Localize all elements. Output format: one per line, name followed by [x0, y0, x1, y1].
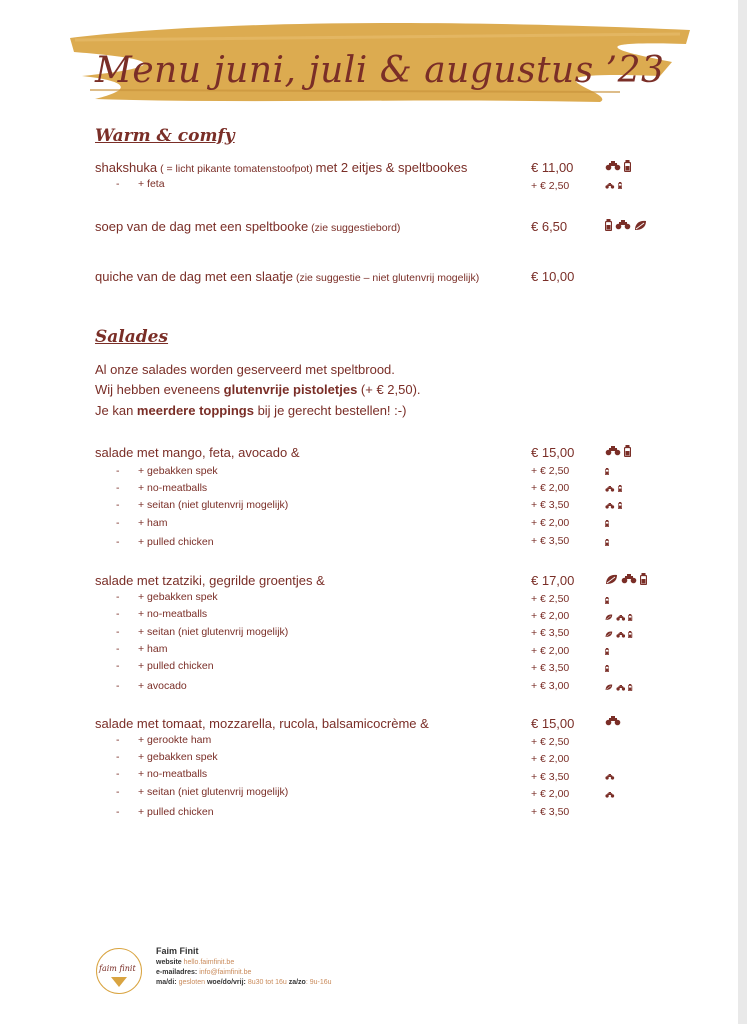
topping-label: + seitan (niet glutenvrij mogelijk) — [138, 786, 289, 798]
topping-dash: - — [116, 680, 120, 692]
jar-icon — [628, 614, 632, 621]
topping-price: + € 3,50 — [531, 806, 570, 818]
brand-name: Faim Finit — [156, 946, 199, 956]
dietary-icons — [605, 502, 622, 509]
topping-label: + pulled chicken — [138, 806, 214, 818]
item-price: € 10,00 — [531, 269, 575, 284]
item-price: € 17,00 — [531, 573, 575, 588]
heart-icon — [110, 976, 128, 988]
topping-price: + € 2,00 — [531, 753, 570, 765]
topping-price: + € 2,00 — [531, 517, 570, 529]
bike-icon — [605, 183, 615, 189]
dietary-icons — [605, 631, 633, 638]
leaf-icon — [634, 220, 647, 231]
jar-icon — [605, 665, 609, 672]
topping-label: + gebakken spek — [138, 751, 218, 763]
topping-dash: - — [116, 465, 120, 477]
topping-dash: - — [116, 786, 120, 798]
topping-label: + gerookte ham — [138, 734, 212, 746]
jar-icon — [618, 182, 622, 189]
bike-icon — [605, 503, 615, 509]
jar-icon — [628, 684, 632, 691]
topping-price: + € 3,50 — [531, 499, 570, 511]
topping-dash: - — [116, 626, 120, 638]
topping-dash: - — [116, 499, 120, 511]
dietary-icons — [605, 648, 609, 655]
dietary-icons — [605, 485, 622, 492]
topping-label: + no-meatballs — [138, 608, 208, 620]
dietary-icons — [605, 684, 633, 691]
topping-dash: - — [116, 517, 120, 529]
topping-price: + € 3,50 — [531, 771, 570, 783]
topping-price: + € 2,00 — [531, 788, 570, 800]
jar-icon — [605, 468, 609, 475]
salad-tomaat: salade met tomaat, mozzarella, rucola, balsamicocrème & — [95, 716, 429, 731]
topping-label: + pulled chicken — [138, 660, 214, 672]
bike-icon — [616, 685, 626, 691]
topping-label: + ham — [138, 517, 168, 529]
topping-price: + € 2,50 — [531, 180, 570, 192]
topping-label: + seitan (niet glutenvrij mogelijk) — [138, 626, 289, 638]
jar-icon — [605, 597, 609, 604]
jar-icon — [624, 160, 631, 172]
section-heading-warm-comfy: Warm & comfy — [95, 126, 235, 146]
jar-icon — [618, 502, 622, 509]
topping-price: + € 3,50 — [531, 627, 570, 639]
bike-icon — [605, 486, 615, 492]
topping-price: + € 2,50 — [531, 593, 570, 605]
jar-icon — [605, 520, 609, 527]
topping-dash: - — [116, 482, 120, 494]
jar-icon — [624, 445, 631, 457]
bike-icon — [605, 161, 621, 171]
item-price: € 11,00 — [531, 160, 574, 175]
topping-dash: - — [116, 806, 120, 818]
item-price: € 6,50 — [531, 219, 568, 234]
topping-price: + € 2,50 — [531, 736, 570, 748]
bike-icon — [605, 446, 621, 456]
footer-hours: ma/di: gesloten woe/do/vrij: 8u30 tot 16u za/zo: 9u-16u — [156, 979, 332, 986]
topping-price: + € 2,00 — [531, 645, 570, 657]
topping-label: + ham — [138, 643, 168, 655]
dietary-icons — [605, 597, 609, 604]
bike-icon — [615, 220, 631, 230]
dietary-icons — [605, 219, 647, 231]
topping-label: + gebakken spek — [138, 465, 218, 477]
leaf-icon — [605, 614, 613, 621]
menu-item-soep: soep van de dag met een speltbooke (zie suggestiebord) — [95, 219, 401, 234]
topping-price: + € 3,00 — [531, 680, 570, 692]
salad-tzatziki: salade met tzatziki, gegrilde groentjes & — [95, 573, 325, 588]
bike-icon — [616, 615, 626, 621]
jar-icon — [628, 631, 632, 638]
dietary-icons — [605, 445, 631, 457]
dietary-icons — [605, 520, 609, 527]
topping-dash: - — [116, 643, 120, 655]
topping-price: + € 3,50 — [531, 535, 570, 547]
topping-label: + feta — [138, 178, 165, 190]
topping-price: + € 2,50 — [531, 465, 570, 477]
dietary-icons — [605, 614, 633, 621]
dietary-icons — [605, 665, 609, 672]
topping-price: + € 2,00 — [531, 482, 570, 494]
bike-icon — [605, 716, 621, 726]
topping-dash: - — [116, 734, 120, 746]
topping-dash: - — [116, 768, 120, 780]
topping-label: + avocado — [138, 680, 187, 692]
leaf-icon — [605, 684, 613, 691]
topping-dash: - — [116, 751, 120, 763]
salads-intro-line: Wij hebben eveneens glutenvrije pistoletjes (+ € 2,50). — [95, 382, 421, 397]
page-edge — [738, 0, 747, 1024]
section-heading-salades: Salades — [95, 327, 169, 347]
jar-icon — [640, 573, 647, 585]
leaf-icon — [605, 631, 613, 638]
dietary-icons — [605, 468, 609, 475]
dietary-icons — [605, 716, 621, 726]
jar-icon — [605, 648, 609, 655]
salads-intro-line: Al onze salades worden geserveerd met speltbrood. — [95, 362, 395, 377]
dietary-icons — [605, 182, 622, 189]
footer-website: website hello.faimfinit.be — [156, 959, 235, 966]
leaf-icon — [605, 574, 618, 585]
bike-icon — [605, 774, 615, 780]
bike-icon — [621, 574, 637, 584]
menu-item-quiche: quiche van de dag met een slaatje (zie suggestie – niet glutenvrij mogelijk) — [95, 269, 480, 284]
topping-label: + no-meatballs — [138, 482, 208, 494]
dietary-icons — [605, 774, 615, 780]
menu-item-shakshuka: shakshuka ( = licht pikante tomatenstoofpot) met 2 eitjes & speltbookes — [95, 160, 468, 175]
item-price: € 15,00 — [531, 716, 575, 731]
jar-icon — [618, 485, 622, 492]
topping-dash: - — [116, 536, 120, 548]
bike-icon — [616, 632, 626, 638]
topping-dash: - — [116, 660, 120, 672]
item-price: € 15,00 — [531, 445, 575, 460]
topping-label: + no-meatballs — [138, 768, 208, 780]
dietary-icons — [605, 573, 647, 585]
dietary-icons — [605, 539, 609, 546]
menu-title: Menu juni, juli & augustus ’23 — [95, 50, 665, 91]
salad-mango: salade met mango, feta, avocado & — [95, 445, 300, 460]
jar-icon — [605, 539, 609, 546]
brand-logo-text: faim finit — [99, 964, 136, 973]
topping-price: + € 3,50 — [531, 662, 570, 674]
topping-price: + € 2,00 — [531, 610, 570, 622]
topping-dash: - — [116, 608, 120, 620]
topping-label: + gebakken spek — [138, 591, 218, 603]
dietary-icons — [605, 792, 615, 798]
topping-label: + pulled chicken — [138, 536, 214, 548]
dietary-icons — [605, 160, 631, 172]
footer-email: e-mailadres: info@faimfinit.be — [156, 969, 252, 976]
jar-icon — [605, 219, 612, 231]
topping-dash: - — [116, 591, 120, 603]
topping-label: + seitan (niet glutenvrij mogelijk) — [138, 499, 289, 511]
topping-dash: - — [116, 178, 120, 190]
bike-icon — [605, 792, 615, 798]
salads-intro-line: Je kan meerdere toppings bij je gerecht bestellen! :-) — [95, 403, 407, 418]
